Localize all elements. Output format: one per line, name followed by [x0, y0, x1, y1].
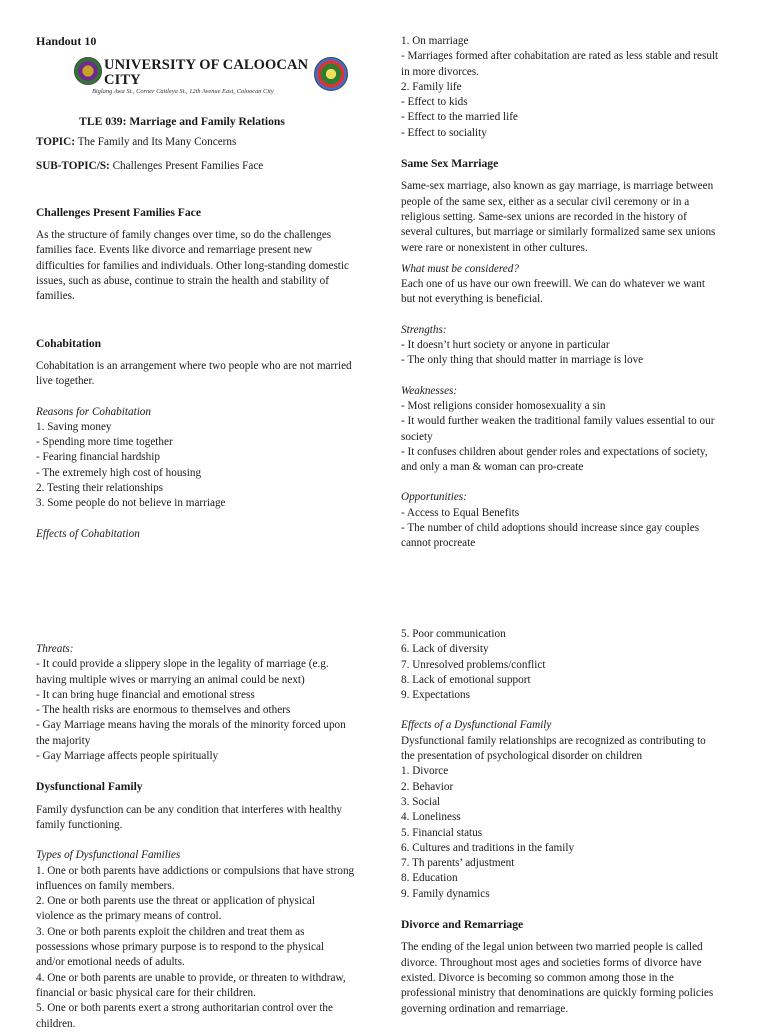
cohabitation-heading: Cohabitation: [36, 336, 102, 350]
list-item: 1. Saving money: [36, 420, 112, 433]
list-item: 6. Cultures and traditions in the family: [401, 841, 575, 854]
city-seal-icon: [314, 57, 348, 91]
page2-left-column: [36, 642, 376, 1032]
reasons-list: [36, 420, 376, 512]
text-line: several cultures, but marriage or similarly formalized same sex unions: [401, 226, 716, 239]
topic-line: [36, 135, 376, 150]
challenges-paragraph: [36, 228, 376, 304]
list-item: - The health risks are enormous to themselves and others: [36, 704, 291, 717]
text-line: people of the same sex, either as a secular civil ceremony or in a: [401, 195, 690, 208]
page2-right-column: [401, 627, 741, 1017]
list-item: the majority: [36, 734, 91, 747]
text-line: The ending of the legal union between two married people is called: [401, 941, 703, 954]
list-item: - Access to Equal Benefits: [401, 506, 520, 519]
text-line: Same-sex marriage, also known as gay marriage, is marriage between: [401, 180, 714, 193]
list-item: - The number of child adoptions should increase since gay couples: [401, 522, 700, 535]
list-item: 1. On marriage: [401, 35, 469, 47]
cohabitation-paragraph: [36, 359, 376, 390]
types-list: [36, 864, 376, 1032]
consider-paragraph: [401, 277, 741, 308]
page1-left-column: [36, 34, 376, 49]
page1-right-column: [401, 34, 741, 552]
dysfunctional-family-heading: Dysfunctional Family: [36, 780, 143, 794]
list-item: 1. Divorce: [401, 765, 449, 778]
strengths-list: [401, 338, 741, 369]
text-line: Dysfunctional family relationships are recognized as contributing to: [401, 734, 706, 747]
same-sex-marriage-heading: Same Sex Marriage: [401, 157, 499, 171]
list-item: 5. One or both parents exert a strong authoritarian control over the: [36, 1002, 333, 1015]
list-item: 6. Lack of diversity: [401, 643, 489, 656]
effects-cohabitation-label: Effects of Cohabitation: [36, 527, 140, 540]
list-item: 9. Expectations: [401, 689, 470, 702]
text-line: live together.: [36, 375, 95, 388]
university-header: [74, 56, 344, 89]
effects-dysfunctional-paragraph: [401, 734, 741, 765]
topic-label: TOPIC:: [36, 136, 75, 149]
university-seal-icon: [74, 57, 102, 85]
list-item: 3. One or both parents exploit the children and treat them as: [36, 925, 305, 938]
text-line: but not everything is beneficial.: [401, 293, 543, 306]
text-line: As the structure of family changes over time, so do the challenges: [36, 229, 332, 242]
list-item: - Spending more time together: [36, 436, 173, 449]
list-item: 8. Lack of emotional support: [401, 673, 531, 686]
handout-number: Handout 10: [36, 34, 97, 48]
text-line: families face. Events like divorce and remarriage present new: [36, 244, 313, 257]
threats-label: Threats:: [36, 643, 74, 655]
list-item: - It can bring huge financial and emotional stress: [36, 688, 255, 701]
list-item: 8. Education: [401, 872, 458, 885]
list-item: - Effect to kids: [401, 96, 468, 109]
weaknesses-label: Weaknesses:: [401, 384, 458, 397]
list-item: having multiple wives or marrying an animal could be next): [36, 673, 305, 686]
list-item: - Most religions consider homosexuality a sin: [401, 399, 606, 412]
opportunities-list: [401, 506, 741, 552]
text-line: the presentation of psychological disorder on children: [401, 750, 643, 763]
list-item: children.: [36, 1017, 76, 1030]
divorce-paragraph: [401, 940, 741, 1016]
text-line: religious setting. Same-sex unions are recorded in the history of: [401, 210, 687, 223]
text-line: were rare or nonexistent in other cultures.: [401, 241, 588, 254]
reasons-label: Reasons for Cohabitation: [36, 405, 151, 418]
list-item: - Gay Marriage affects people spiritually: [36, 750, 219, 763]
list-item: 2. Testing their relationships: [36, 482, 164, 495]
list-item: 2. Family life: [401, 80, 462, 93]
list-item: - Effect to the married life: [401, 111, 518, 124]
list-item: influences on family members.: [36, 879, 175, 892]
list-item: financial or basic physical care for their children.: [36, 986, 256, 999]
list-item: and/or emotional needs of adults.: [36, 956, 185, 969]
same-sex-marriage-paragraph: [401, 179, 741, 255]
list-item: violence as the primary means of control.: [36, 910, 222, 923]
strengths-label: Strengths:: [401, 323, 447, 336]
divorce-remarriage-heading: Divorce and Remarriage: [401, 918, 524, 932]
threats-list: [36, 657, 376, 764]
list-item: 3. Social: [401, 795, 441, 808]
list-item: and only a man & woman can pro-create: [401, 461, 584, 474]
list-item: 4. Loneliness: [401, 811, 461, 824]
list-item: 2. One or both parents use the threat or application of physical: [36, 895, 315, 908]
course-title: TLE 039: Marriage and Family Relations: [79, 115, 285, 128]
text-line: Each one of us have our own freewill. We can do whatever we want: [401, 278, 705, 291]
list-item: 7. Th parents’ adjustment: [401, 857, 515, 870]
list-item: - It confuses children about gender roles and expectations of society,: [401, 445, 708, 458]
cohabitation-effects-list: [401, 34, 741, 141]
list-item: 3. Some people do not believe in marriage: [36, 497, 226, 510]
list-item: - The only thing that should matter in marriage is love: [401, 354, 644, 367]
list-item: - It could provide a slippery slope in the legality of marriage (e.g.: [36, 658, 329, 671]
text-line: Cohabitation is an arrangement where two people who are not married: [36, 359, 352, 372]
university-address: Biglang Awa St., Corner Cattleya St., 12th Avenue East, Caloocan City: [92, 88, 274, 95]
list-item: - Fearing financial hardship: [36, 451, 160, 464]
list-item: 1. One or both parents have addictions or compulsions that have strong: [36, 864, 355, 877]
list-item: 7. Unresolved problems/conflict: [401, 658, 546, 671]
text-line: divorce. Throughout most ages and societies forms of divorce have: [401, 956, 702, 969]
text-line: family functioning.: [36, 818, 123, 831]
consider-label: What must be considered?: [401, 262, 519, 275]
list-item: - Marriages formed after cohabitation are rated as less stable and result: [401, 50, 719, 63]
text-line: existed. Divorce is becoming so common among those in the: [401, 971, 674, 984]
topic-text: The Family and Its Many Concerns: [74, 136, 237, 149]
list-item: 4. One or both parents are unable to provide, or threaten to withdraw,: [36, 971, 346, 984]
list-item: - It doesn’t hurt society or anyone in particular: [401, 339, 610, 352]
list-item: - It would further weaken the traditional family values essential to our: [401, 415, 715, 428]
opportunities-label: Opportunities:: [401, 491, 467, 504]
list-item: in more divorces.: [401, 65, 479, 78]
weaknesses-list: [401, 399, 741, 475]
subtopic-line: [36, 159, 376, 174]
page1-left-body: [36, 114, 376, 542]
causes-list: [401, 627, 741, 703]
text-line: professional ministry that denominations are quickly forming policies: [401, 987, 714, 1000]
text-line: families.: [36, 290, 75, 303]
list-item: possessions whose primary purpose is to respond to the physical: [36, 941, 325, 954]
list-item: society: [401, 430, 433, 443]
effects-dysfunctional-list: [401, 764, 741, 902]
subtopic-text: Challenges Present Families Face: [109, 159, 264, 172]
list-item: - Effect to sociality: [401, 126, 487, 139]
subtopic-label: SUB-TOPIC/S:: [36, 159, 110, 172]
text-line: issues, such as abuse, continue to strain the health and stability of: [36, 275, 329, 288]
list-item: 5. Poor communication: [401, 628, 506, 640]
list-item: 5. Financial status: [401, 826, 483, 839]
dysfunctional-paragraph: [36, 803, 376, 834]
university-name: UNIVERSITY OF CALOOCAN CITY: [104, 57, 309, 89]
list-item: - The extremely high cost of housing: [36, 466, 202, 479]
list-item: 2. Behavior: [401, 780, 454, 793]
effects-dysfunctional-label: Effects of a Dysfunctional Family: [401, 719, 552, 732]
challenges-heading: Challenges Present Families Face: [36, 205, 201, 219]
types-label: Types of Dysfunctional Families: [36, 849, 181, 862]
text-line: governing ordination and remarriage.: [401, 1002, 569, 1015]
list-item: cannot procreate: [401, 537, 476, 550]
list-item: - Gay Marriage means having the morals of the minority forced upon: [36, 719, 346, 732]
list-item: 9. Family dynamics: [401, 887, 490, 900]
text-line: Family dysfunction can be any condition that interferes with healthy: [36, 803, 343, 816]
text-line: difficulties for families and individuals. Other long-standing domestic: [36, 259, 349, 272]
